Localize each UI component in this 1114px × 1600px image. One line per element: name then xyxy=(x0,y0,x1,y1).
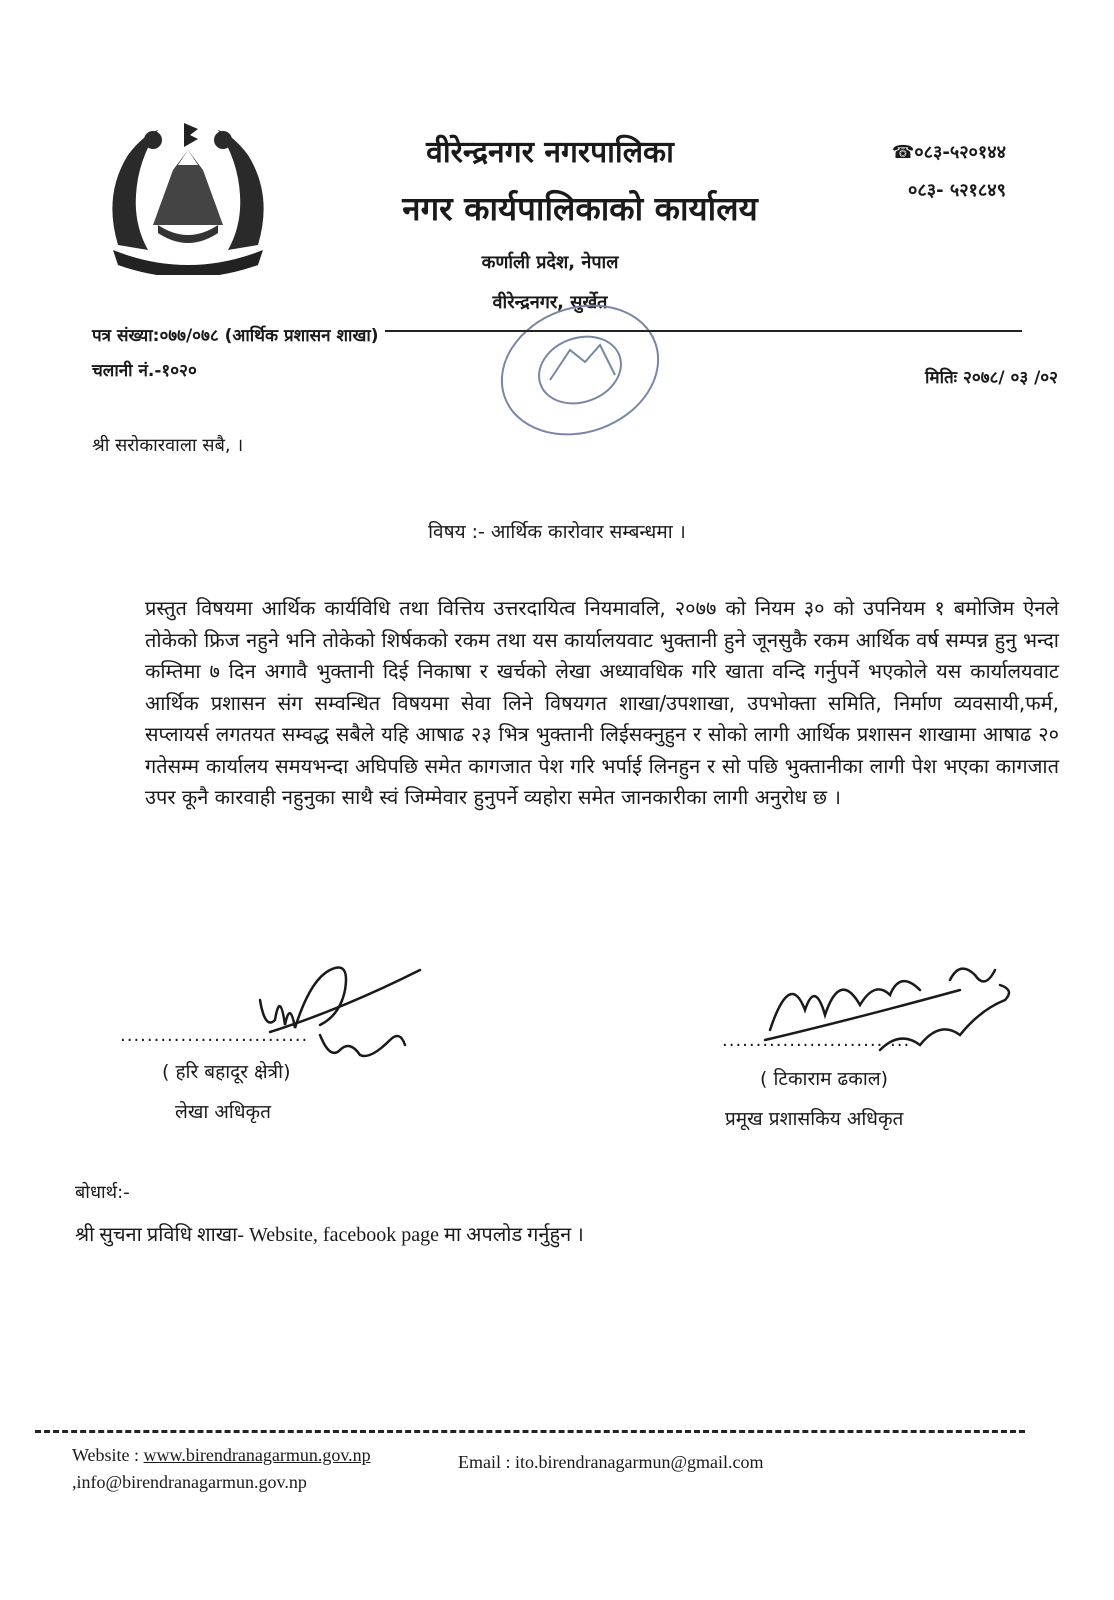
org-name: वीरेन्द्रनगर नगरपालिका xyxy=(426,135,674,170)
signatory-2-name: ( टिकाराम ढकाल) xyxy=(760,1068,889,1090)
cc-line: श्री सुचना प्रविधि शाखा- Website, facebook page मा अपलोड गर्नुहुन । xyxy=(75,1224,584,1246)
phone-2: ०८३- ५२१८४९ xyxy=(908,180,1006,201)
signatory-1-role: लेखा अधिकृत xyxy=(175,1101,271,1123)
handwritten-signature-icon xyxy=(760,950,1030,1070)
footer-website xyxy=(72,1445,371,1466)
addressee: श्री सरोकारवाला सबै, । xyxy=(92,435,244,456)
email-label: Email : xyxy=(458,1452,515,1472)
website-link[interactable]: www.birendranagarmun.gov.np xyxy=(143,1445,371,1465)
signature-line-2: ............................ xyxy=(722,1030,911,1051)
letter-date: मितिः २०७८/ ०३ /०२ xyxy=(925,368,1058,388)
signatory-1-name: ( हरि बहादूर क्षेत्री) xyxy=(162,1061,291,1083)
phone-1: ☎०८३-५२०१४४ xyxy=(891,142,1006,163)
email-link[interactable]: ito.birendranagarmun@gmail.com xyxy=(515,1452,764,1472)
footer-email-2[interactable]: ,info@birendranagarmun.gov.np xyxy=(72,1472,307,1492)
dispatch-number: चलानी नं.-१०२० xyxy=(92,361,197,381)
letter-body: प्रस्तुत विषयमा आर्थिक कार्यविधि तथा वित्तिय उत्तरदायित्व नियमावलि, २०७७ को नियम ३० को उपनियम १ बमोजिम ऐनले तोकेको फ्रिज नहुने भनि तोकेको शिर्षकको रकम तथा यस कार्यालयवाट भुक्तानी हुने जूनसुकै रकम आर्थिक वर्ष सम्पन्न हुनु भन्दा कम्तिमा ७ दिन अगावै भुक्तानी दिई निकाषा र खर्चको लेखा अध्यावधिक गरि खाता वन्दि गर्नुपर्ने भएकोले यस कार्यालयवाट आर्थिक प्रशासन संग सम्वन्धित विषयमा सेवा लिने विषयगत शाखा/उपशाखा, उपभोक्ता समिति, निर्माण व्यवसायी,फर्म, सप्लायर्स लगतयत सम्वद्ध सबैले यहि आषाढ २३ भित्र भुक्तानी लिईसक्नुहुन र सोको लागी आर्थिक प्रशासन शाखामा आषाढ २० गतेसम्म कार्यालय समयभन्दा अघिपछि समेत कागजात पेश गरि भर्पाई लिनहुन र सो पछि भुक्तानीका लागी पेश भएका कागजात उपर कूनै कारवाही नहुनुका साथै स्वं जिम्मेवार हुनुपर्ने व्यहोरा समेत जानकारीका लागी अनुरोध छ । xyxy=(145,596,1059,809)
municipality-office-stamp-icon xyxy=(490,300,670,450)
subject-line: विषय :- आर्थिक कारोवार सम्बन्धमा । xyxy=(428,521,686,543)
cc-heading: बोधार्थ:- xyxy=(75,1182,130,1203)
nepal-government-emblem-icon xyxy=(98,115,278,275)
province-line: कर्णाली प्रदेश, नेपाल xyxy=(481,252,619,273)
signatory-2-role: प्रमूख प्रशासकिय अधिकृत xyxy=(725,1108,904,1130)
letter-number: पत्र संख्या:०७७/०७८ (आर्थिक प्रशासन शाखा) xyxy=(92,323,385,346)
footer-email xyxy=(458,1452,764,1473)
signature-line-1: ............................ xyxy=(120,1025,309,1046)
city-line: वीरेन्द्रनगर, सुर्खेत xyxy=(492,292,608,313)
office-name: नगर कार्यपालिकाको कार्यालय xyxy=(402,189,758,228)
footer-divider xyxy=(35,1430,1025,1433)
website-label: Website : xyxy=(72,1445,144,1465)
